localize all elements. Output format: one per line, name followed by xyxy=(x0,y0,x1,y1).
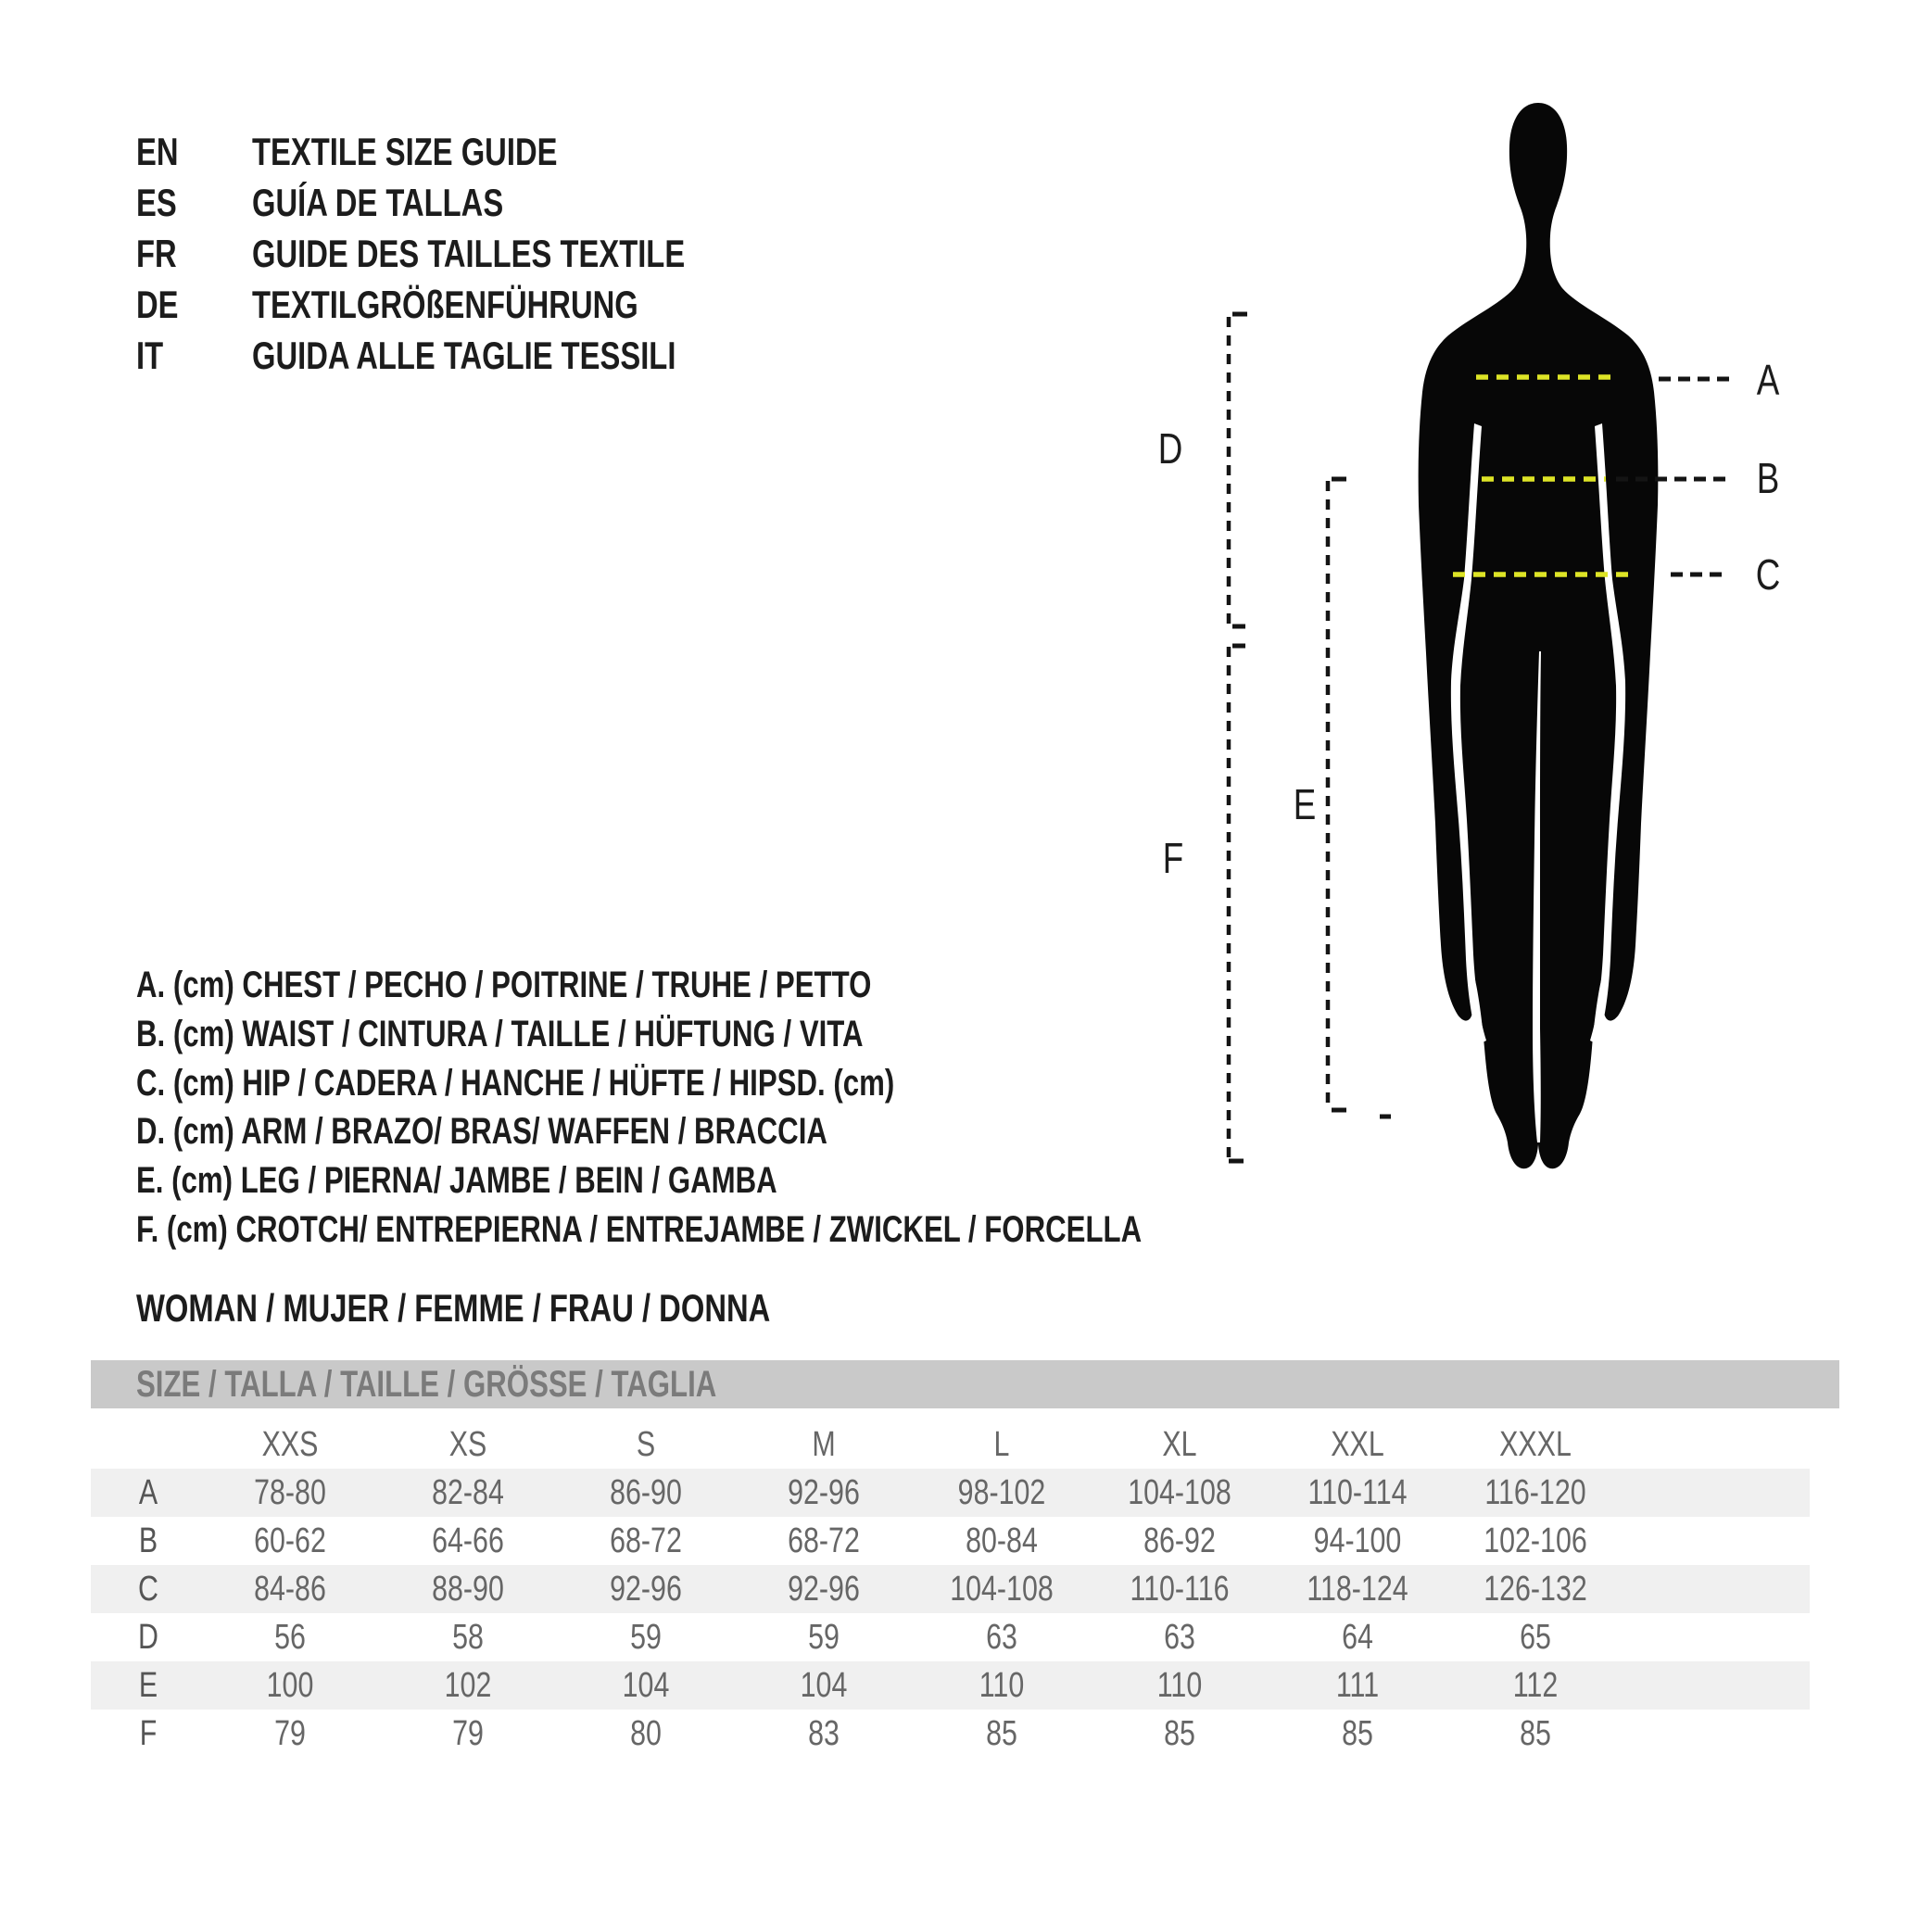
size-header-label: SIZE / TALLA / TAILLE / GRÖSSE / TAGLIA xyxy=(136,1364,717,1405)
measure-legend-waist: B. (cm) WAIST / CINTURA / TAILLE / HÜFTUNG / VITA xyxy=(136,1014,864,1054)
cell-A-XXL: 110-114 xyxy=(1307,1473,1408,1512)
cell-D-L: 63 xyxy=(986,1618,1017,1657)
row-label-D: D xyxy=(138,1618,158,1657)
cell-D-XXS: 56 xyxy=(274,1618,306,1657)
cell-D-XXL: 64 xyxy=(1342,1618,1373,1657)
cell-D-XXXL: 65 xyxy=(1520,1618,1551,1657)
cell-F-S: 80 xyxy=(630,1714,662,1753)
woman-silhouette-figure xyxy=(1381,97,1696,1191)
table-row-F xyxy=(91,1710,1810,1758)
language-row xyxy=(136,177,807,228)
cell-B-S: 68-72 xyxy=(610,1521,682,1560)
label-hip-C: C xyxy=(1755,550,1781,599)
cell-C-XL: 110-116 xyxy=(1130,1570,1230,1609)
size-header-band xyxy=(91,1360,1839,1408)
table-row-E xyxy=(91,1661,1810,1710)
language-row xyxy=(136,126,807,177)
language-title: TEXTILE SIZE GUIDE xyxy=(252,130,558,173)
measure-legend-crotch: F. (cm) CROTCH/ ENTREPIERNA / ENTREJAMBE / ZWICKEL / FORCELLA xyxy=(136,1209,1143,1250)
cell-A-S: 86-90 xyxy=(610,1473,682,1512)
row-label-B: B xyxy=(138,1521,158,1560)
cell-F-XXXL: 85 xyxy=(1520,1714,1551,1753)
cell-B-XS: 64-66 xyxy=(432,1521,504,1560)
language-title: TEXTILGRÖßENFÜHRUNG xyxy=(252,283,638,326)
table-row-D xyxy=(91,1613,1810,1661)
language-title: GUIDA ALLE TAGLIE TESSILI xyxy=(252,334,676,377)
gender-heading: WOMAN / MUJER / FEMME / FRAU / DONNA xyxy=(136,1286,771,1330)
language-row xyxy=(136,228,807,279)
label-waist-B: B xyxy=(1756,454,1780,502)
cell-C-XXL: 118-124 xyxy=(1307,1570,1408,1609)
language-code: EN xyxy=(136,130,179,173)
cell-C-XXXL: 126-132 xyxy=(1484,1570,1587,1609)
row-label-A: A xyxy=(138,1473,158,1512)
cell-E-M: 104 xyxy=(800,1666,848,1705)
measure-legend-chest: A. (cm) CHEST / PECHO / POITRINE / TRUHE / PETTO xyxy=(136,965,872,1005)
size-col-L: L xyxy=(993,1425,1010,1464)
cell-D-XL: 63 xyxy=(1164,1618,1195,1657)
measure-legend-leg: E. (cm) LEG / PIERNA/ JAMBE / BEIN / GAMBA xyxy=(136,1160,777,1201)
cell-B-XL: 86-92 xyxy=(1143,1521,1216,1560)
cell-A-M: 92-96 xyxy=(788,1473,860,1512)
cell-C-S: 92-96 xyxy=(610,1570,682,1609)
cell-E-XL: 110 xyxy=(1156,1666,1203,1705)
cell-E-S: 104 xyxy=(622,1666,670,1705)
cell-E-L: 110 xyxy=(979,1666,1025,1705)
label-leg-E: E xyxy=(1293,780,1317,828)
table-row-B xyxy=(91,1517,1810,1565)
language-title: GUIDE DES TAILLES TEXTILE xyxy=(252,232,686,275)
cell-B-XXS: 60-62 xyxy=(254,1521,326,1560)
table-row-A xyxy=(91,1469,1810,1517)
label-chest-A: A xyxy=(1756,356,1780,404)
size-col-S: S xyxy=(636,1425,656,1464)
cell-A-XL: 104-108 xyxy=(1128,1473,1231,1512)
size-columns-header-row xyxy=(91,1420,1810,1469)
row-label-F: F xyxy=(139,1714,158,1753)
size-col-XXL: XXL xyxy=(1331,1425,1384,1464)
cell-B-XXL: 94-100 xyxy=(1313,1521,1402,1560)
cell-A-L: 98-102 xyxy=(957,1473,1046,1512)
row-label-C: C xyxy=(138,1570,158,1609)
language-row xyxy=(136,279,807,330)
cell-B-L: 80-84 xyxy=(966,1521,1038,1560)
row-label-E: E xyxy=(138,1666,158,1705)
size-col-XL: XL xyxy=(1162,1425,1197,1464)
cell-B-M: 68-72 xyxy=(788,1521,860,1560)
measure-legend-arm: D. (cm) ARM / BRAZO/ BRAS/ WAFFEN / BRACCIA xyxy=(136,1111,827,1152)
cell-D-S: 59 xyxy=(630,1618,662,1657)
table-row-C xyxy=(91,1565,1810,1613)
cell-E-XXXL: 112 xyxy=(1512,1666,1559,1705)
size-col-XXS: XXS xyxy=(261,1425,319,1464)
cell-D-M: 59 xyxy=(808,1618,840,1657)
cell-F-M: 83 xyxy=(808,1714,840,1753)
language-code: FR xyxy=(136,232,177,275)
cell-D-XS: 58 xyxy=(452,1618,484,1657)
language-code: ES xyxy=(136,181,177,224)
cell-C-M: 92-96 xyxy=(788,1570,860,1609)
label-arm-D: D xyxy=(1157,424,1183,473)
cell-C-XS: 88-90 xyxy=(432,1570,504,1609)
size-col-M: M xyxy=(812,1425,836,1464)
label-crotch-F: F xyxy=(1162,834,1184,882)
cell-A-XXS: 78-80 xyxy=(254,1473,326,1512)
language-title: GUÍA DE TALLAS xyxy=(252,181,504,224)
cell-F-L: 85 xyxy=(986,1714,1017,1753)
cell-A-XS: 82-84 xyxy=(432,1473,504,1512)
cell-F-XS: 79 xyxy=(452,1714,484,1753)
measure-legend-hip: C. (cm) HIP / CADERA / HANCHE / HÜFTE / HIPSD. (cm) xyxy=(136,1063,895,1104)
size-col-XS: XS xyxy=(448,1425,487,1464)
language-code: DE xyxy=(136,283,179,326)
cell-A-XXXL: 116-120 xyxy=(1484,1473,1586,1512)
cell-C-L: 104-108 xyxy=(950,1570,1054,1609)
size-col-XXXL: XXXL xyxy=(1499,1425,1572,1464)
cell-F-XXS: 79 xyxy=(274,1714,306,1753)
language-row xyxy=(136,330,807,381)
cell-F-XXL: 85 xyxy=(1342,1714,1373,1753)
language-code: IT xyxy=(136,334,164,377)
cell-C-XXS: 84-86 xyxy=(254,1570,326,1609)
cell-E-XXS: 100 xyxy=(266,1666,314,1705)
language-heading-block xyxy=(136,126,807,381)
cell-E-XXL: 111 xyxy=(1335,1666,1380,1705)
cell-E-XS: 102 xyxy=(444,1666,492,1705)
cell-B-XXXL: 102-106 xyxy=(1484,1521,1587,1560)
cell-F-XL: 85 xyxy=(1164,1714,1195,1753)
